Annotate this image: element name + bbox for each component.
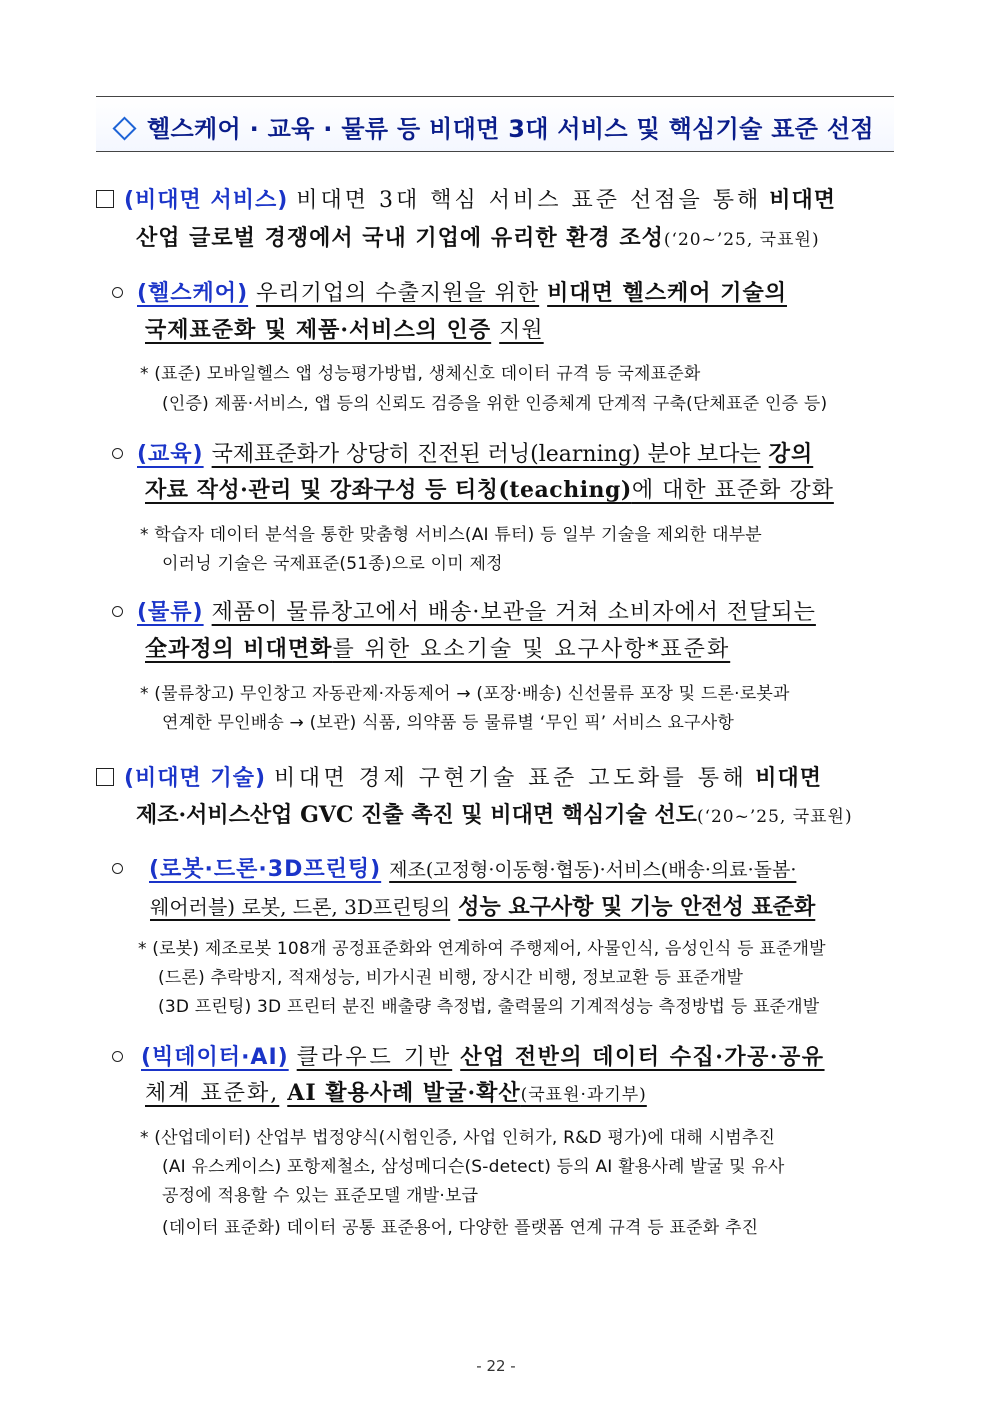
- section-1-tag: (비대면 서비스): [124, 188, 289, 213]
- note-bigdata-2: (AI 유스케이스) 포항제철소, 삼성메디슨(S-detect) 등의 AI 활용사례 발굴 및 유사: [162, 1157, 785, 1177]
- item-bigdata-text-2: 체계 표준화,: [145, 1081, 280, 1106]
- item-healthcare-line-1: [112, 276, 787, 307]
- item-education-text: 국제표준화가 상당히 진전된 러닝(learning) 분야 보다는: [211, 442, 761, 467]
- item-education-line-1: [112, 437, 813, 468]
- item-education-text-2: 에 대한 표준화 강화: [631, 478, 834, 503]
- item-education-tag: (교육): [137, 442, 204, 467]
- item-bigdata-agencies: (국표원·과기부): [520, 1085, 647, 1105]
- circle-bullet-icon: [112, 287, 123, 298]
- note-education-1: * 학습자 데이터 분석을 통한 맞춤형 서비스(AI 튜터) 등 일부 기술을 제외한 대부분: [140, 525, 762, 545]
- item-logistics-tag: (물류): [137, 600, 204, 625]
- item-education-bold: 강의: [768, 441, 814, 467]
- note-bigdata-1: * (산업데이터) 산업부 법정양식(시험인증, 사업 인허가, R&D 평가)에 대해 시범추진: [140, 1128, 776, 1148]
- circle-bullet-icon: [112, 606, 123, 617]
- item-healthcare-tag: (헬스케어): [137, 281, 249, 306]
- item-education-bold-2: 자료 작성·관리 및 강좌구성 등 티칭(teaching): [145, 477, 632, 503]
- note-education-2: 이러닝 기술은 국제표준(51종)으로 이미 제정: [162, 554, 503, 574]
- section-1-bold: 비대면: [769, 187, 837, 213]
- item-robot-line-1: [112, 852, 796, 883]
- note-bigdata-4: (데이터 표준화) 데이터 공통 표준용어, 다양한 플랫폼 연계 규격 등 표준화 추진: [162, 1218, 759, 1238]
- item-robot-tag: (로봇·드론·3D프린팅): [149, 857, 382, 882]
- note-robot-1: * (로봇) 제조로봇 108개 공정표준화와 연계하여 주행제어, 사물인식, 음성인식 등 표준개발: [138, 939, 826, 959]
- note-bigdata-3: 공정에 적용할 수 있는 표준모델 개발·보급: [162, 1186, 479, 1206]
- item-logistics-text-2: 를 위한 요소기술 및 요구사항*표준화: [332, 637, 731, 662]
- section-1-line-1: [96, 183, 836, 214]
- item-robot-bold-2: 성능 요구사항 및 기능 안전성 표준화: [458, 894, 816, 920]
- section-2-period: (‘20~’25, 국표원): [696, 807, 853, 827]
- checkbox-square-icon: [96, 190, 114, 208]
- section-2-line-1: [96, 761, 822, 792]
- section-2-line2-bold: 제조·서비스산업 GVC 진출 촉진 및 비대면 핵심기술 선도: [136, 802, 697, 828]
- section-1-period: (‘20~’25, 국표원): [663, 230, 820, 250]
- item-logistics-line-1: [112, 595, 816, 626]
- item-logistics-text: 제품이 물류창고에서 배송·보관을 거쳐 소비자에서 전달되는: [211, 600, 816, 625]
- item-bigdata-tag: (빅데이터·AI): [141, 1045, 289, 1070]
- section-2-bold: 비대면: [755, 765, 823, 791]
- note-healthcare-1: * (표준) 모바일헬스 앱 성능평가방법, 생체신호 데이터 규격 등 국제표준화: [140, 364, 701, 384]
- item-logistics-line-2: [145, 632, 730, 663]
- item-robot-text: 제조(고정형·이동형·협동)·서비스(배송·의료·돌봄·: [389, 859, 797, 881]
- circle-bullet-icon: [112, 1051, 123, 1062]
- item-bigdata-line-1: [112, 1040, 825, 1071]
- item-healthcare-line-2: [145, 313, 544, 344]
- circle-bullet-icon: [112, 863, 123, 874]
- section-2-tag: (비대면 기술): [124, 766, 267, 791]
- page-number: - 22 -: [476, 1357, 516, 1375]
- item-bigdata-line-2: [145, 1076, 647, 1107]
- section-1-line2-bold: 산업 글로벌 경쟁에서 국내 기업에 유리한 환경 조성: [136, 225, 664, 251]
- item-healthcare-text-2: 지원: [499, 318, 544, 343]
- title-box: [96, 96, 894, 152]
- item-healthcare-bold: 비대면 헬스케어 기술의: [547, 280, 787, 306]
- note-logistics-2: 연계한 무인배송 → (보관) 식품, 의약품 등 물류별 ‘무인 픽’ 서비스 요구사항: [162, 713, 734, 733]
- checkbox-square-icon: [96, 768, 114, 786]
- circle-bullet-icon: [112, 448, 123, 459]
- diamond-icon: [112, 116, 136, 140]
- item-bigdata-text: 클라우드 기반: [296, 1045, 453, 1070]
- section-2-line-2: [136, 798, 853, 829]
- item-robot-text-2: 웨어러블) 로봇, 드론, 3D프린팅의: [150, 895, 451, 919]
- section-1-text: 비대면 3대 핵심 서비스 표준 선점을 통해: [296, 188, 762, 213]
- item-healthcare-text: 우리기업의 수출지원을 위한: [256, 281, 540, 306]
- item-bigdata-bold: 산업 전반의 데이터 수집·가공·공유: [460, 1044, 825, 1070]
- note-healthcare-2: (인증) 제품·서비스, 앱 등의 신뢰도 검증을 위한 인증체계 단계적 구축(단체표준 인증 등): [162, 394, 828, 414]
- item-healthcare-bold-2: 국제표준화 및 제품·서비스의 인증: [145, 317, 492, 343]
- item-logistics-bold-2: 全과정의 비대면화: [145, 636, 333, 662]
- title-text: 헬스케어 · 교육 · 물류 등 비대면 3대 서비스 및 핵심기술 표준 선점: [147, 115, 874, 143]
- item-robot-line-2: [150, 890, 815, 921]
- item-education-line-2: [145, 473, 834, 504]
- section-2-text: 비대면 경제 구현기술 표준 고도화를 통해: [274, 766, 748, 791]
- note-robot-2: (드론) 추락방지, 적재성능, 비가시권 비행, 장시간 비행, 정보교환 등 표준개발: [158, 968, 744, 988]
- item-bigdata-bold-2: AI 활용사례 발굴·확산: [287, 1080, 521, 1106]
- page-title: [110, 109, 874, 144]
- section-1-line-2: [136, 221, 820, 252]
- note-logistics-1: * (물류창고) 무인창고 자동관제·자동제어 → (포장·배송) 신선물류 포장 및 드론·로봇과: [140, 684, 790, 704]
- note-robot-3: (3D 프린팅) 3D 프린터 분진 배출량 측정법, 출력물의 기계적성능 측정방법 등 표준개발: [158, 997, 820, 1017]
